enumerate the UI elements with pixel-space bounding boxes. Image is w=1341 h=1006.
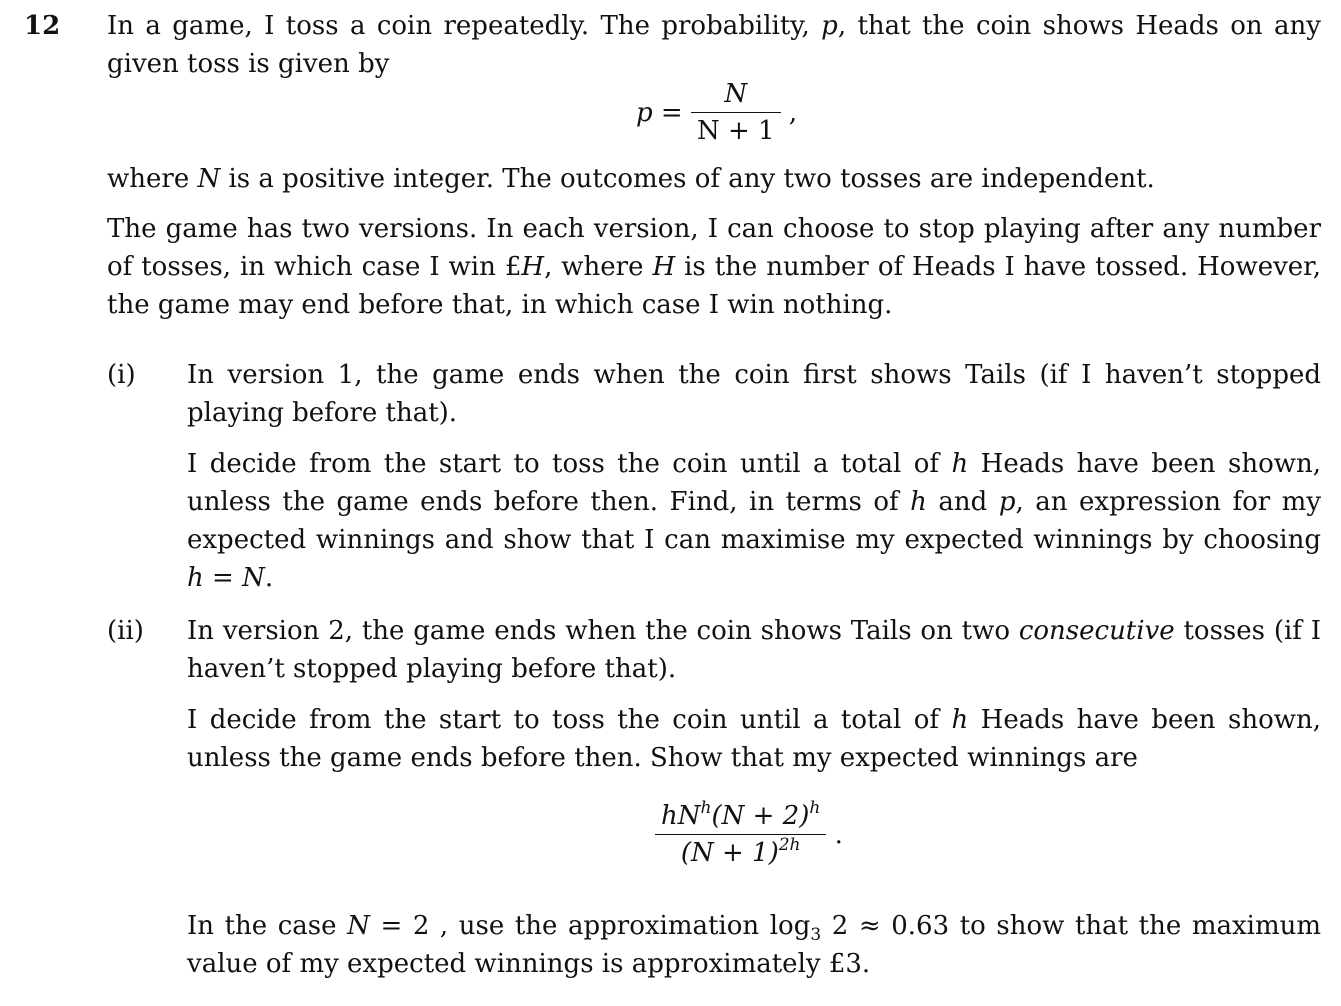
probability-fraction: $\frac{N}{N + 1}$	[691, 78, 781, 147]
versions-paragraph: The game has two versions. In each version, I can choose to stop playing after any number of tosses, in which case I win £H, where H is the number of Heads I have tossed. However, the game may end before that, in which case I win nothing.	[107, 214, 1321, 320]
part-ii-paragraph-2: I decide from the start to toss the coin until a total of h Heads have been shown, unless the game ends before then. Show that my expected winnings are	[187, 705, 1321, 773]
part-i-paragraph-1: In version 1, the game ends when the coin first shows Tails (if I haven’t stopped playing before that).	[187, 360, 1321, 428]
intro-paragraph: In a game, I toss a coin repeatedly. The probability, p, that the coin shows Heads on any given toss is given by	[107, 11, 1321, 79]
expected-winnings-formula: $\frac{hN^h(N + 2)^h}{(N + 1)^{2h}}$ .	[655, 800, 843, 869]
part-ii-label: (ii)	[107, 616, 144, 646]
probability-formula: p = $\frac{N}{N + 1}$ ,	[636, 79, 798, 146]
expected-winnings-fraction: $\frac{hN^h(N + 2)^h}{(N + 1)^{2h}}$	[655, 800, 826, 869]
part-i-label: (i)	[107, 360, 136, 390]
part-i-paragraph-2: I decide from the start to toss the coin until a total of h Heads have been shown, unless the game ends before then. Find, in terms of h and p, an expression for my expected winnings and show that I can maximise my expected winnings by choosing h = N.	[187, 449, 1322, 593]
question-number: 12	[24, 11, 61, 41]
part-ii-paragraph-3: In the case N = 2 , use the approximation $\log_3 2 \approx 0.63$ to show that the maximum value of my expected winnings is approximately £3.	[187, 911, 1322, 979]
part-ii-paragraph-1: In version 2, the game ends when the coin shows Tails on two consecutive tosses (if I haven’t stopped playing before that).	[187, 616, 1321, 684]
where-line: where N is a positive integer. The outcomes of any two tosses are independent.	[107, 164, 1155, 194]
